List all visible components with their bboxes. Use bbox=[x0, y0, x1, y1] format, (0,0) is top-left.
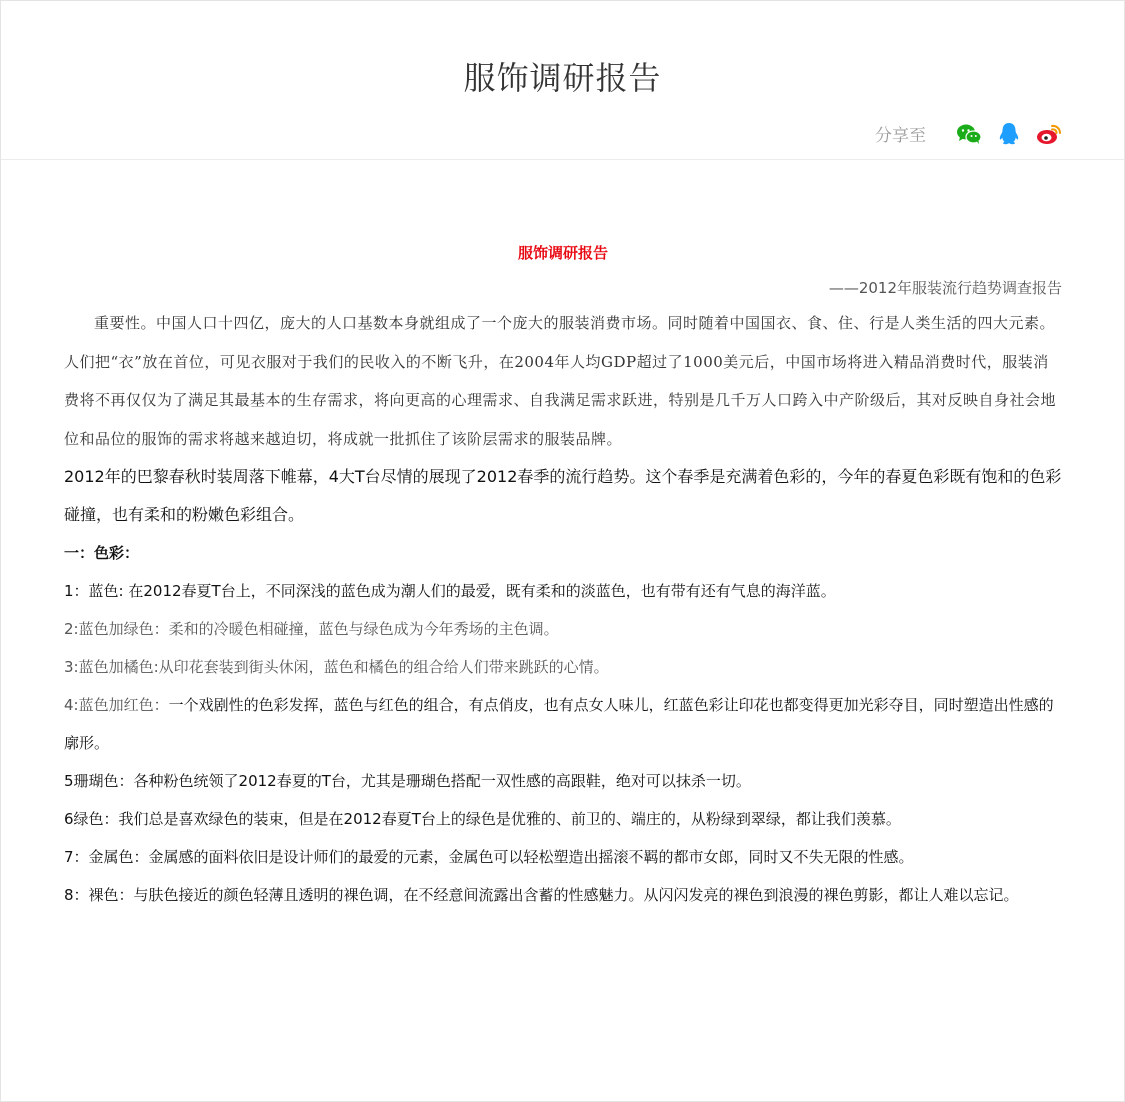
section-heading-color: 一：色彩： bbox=[64, 544, 140, 562]
list-item bbox=[64, 648, 1062, 686]
item-label: 1：蓝色: bbox=[64, 582, 124, 600]
item-text: 各种粉色统领了2012春夏的T台，尤其是珊瑚色搭配一双性感的高跟鞋，绝对可以抹杀一切。 bbox=[133, 772, 751, 790]
intro-paragraph: 重要性。中国人口十四亿，庞大的人口基数本身就组成了一个庞大的服装消费市场。同时随着中国国衣、食、住、行是人类生活的四大元素。人们把“衣”放在首位，可见衣服对于我们的民收入的不断飞升，在2004年人均GDP超过了1000美元后，中国市场将进入精品消费时代，服装消费将不再仅仅为了满足其最基本的生存需求，将向更高的心理需求、自我满足需求跃进，特别是几千万人口跨入中产阶级后，其对反映自身社会地位和品位的服饰的需求将越来越迫切，将成就一批抓住了该阶层需求的服装品牌。 bbox=[64, 314, 1057, 448]
qq-icon[interactable] bbox=[998, 122, 1020, 146]
item-text: 从印花套装到街头休闲，蓝色和橘色的组合给人们带来跳跃的心情。 bbox=[158, 658, 609, 676]
item-label: 4:蓝色加红色： bbox=[64, 696, 169, 714]
list-item bbox=[64, 572, 1062, 610]
item-text: 金属感的面料依旧是设计师们的最爱的元素，金属色可以轻松塑造出摇滚不羁的都市女郎，同时又不失无限的性感。 bbox=[148, 848, 914, 866]
item-label: 7：金属色： bbox=[64, 848, 149, 866]
list-item bbox=[64, 686, 1062, 762]
list-item bbox=[64, 610, 1062, 648]
item-text: 在2012春夏T台上，不同深浅的蓝色成为潮人们的最爱，既有柔和的淡蓝色，也有带有还有气息的海洋蓝。 bbox=[123, 582, 836, 600]
list-item bbox=[64, 762, 1062, 800]
article-subtitle: ——2012年服装流行趋势调查报告 bbox=[828, 279, 1062, 297]
weibo-icon[interactable] bbox=[1036, 123, 1062, 145]
item-text: 与肤色接近的颜色轻薄且透明的裸色调，在不经意间流露出含蓄的性感魅力。从闪闪发亮的裸色到浪漫的裸色剪影，都让人难以忘记。 bbox=[133, 886, 1019, 904]
page-header bbox=[1, 1, 1124, 160]
share-bar bbox=[875, 121, 1062, 146]
list-item bbox=[64, 838, 1062, 876]
item-label: 8：裸色： bbox=[64, 886, 134, 904]
item-label: 3:蓝色加橘色: bbox=[64, 658, 159, 676]
item-label: 5珊瑚色： bbox=[64, 772, 134, 790]
trend-paragraph: 2012年的巴黎春秋时装周落下帷幕，4大T台尽情的展现了2012春季的流行趋势。这个春季是充满着色彩的，今年的春夏色彩既有饱和的色彩碰撞，也有柔和的粉嫩色彩组合。 bbox=[64, 467, 1062, 524]
item-text: 我们总是喜欢绿色的装束，但是在2012春夏T台上的绿色是优雅的、前卫的、端庄的，从粉绿到翠绿，都让我们羡慕。 bbox=[118, 810, 901, 828]
article-title: 服饰调研报告 bbox=[517, 244, 608, 262]
item-text: 柔和的冷暖色相碰撞，蓝色与绿色成为今年秀场的主色调。 bbox=[168, 620, 559, 638]
article-body bbox=[1, 160, 1124, 914]
item-label: 6绿色： bbox=[64, 810, 119, 828]
wechat-icon[interactable] bbox=[956, 123, 982, 145]
item-label: 2:蓝色加绿色： bbox=[64, 620, 169, 638]
share-label: 分享至 bbox=[875, 126, 926, 146]
list-item bbox=[64, 876, 1062, 914]
list-item bbox=[64, 800, 1062, 838]
item-text: 一个戏剧性的色彩发挥，蓝色与红色的组合，有点俏皮，也有点女人味儿，红蓝色彩让印花也都变得更加光彩夺目，同时塑造出性感的廓形。 bbox=[64, 696, 1054, 752]
page-title: 服饰调研报告 bbox=[463, 59, 662, 97]
